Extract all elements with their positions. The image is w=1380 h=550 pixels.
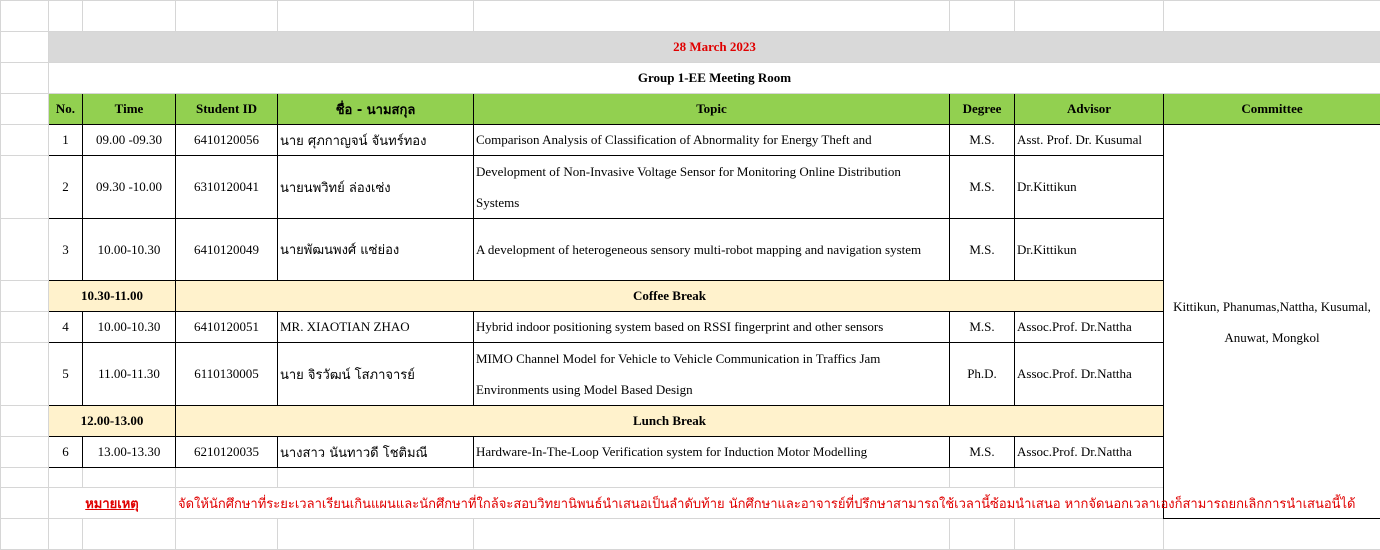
cell[interactable] [1,488,49,519]
row-time[interactable]: 09.30 -10.00 [83,156,176,219]
row-no[interactable]: 1 [49,125,83,156]
row-degree[interactable]: M.S. [950,125,1015,156]
cell[interactable] [49,1,83,32]
row-name[interactable]: นาย ศุภกาญจน์ จันทร์ทอง [278,125,474,156]
row-student-id[interactable]: 6410120049 [176,219,278,281]
coffee-break-time[interactable]: 10.30-11.00 [49,281,176,312]
cell[interactable] [1,32,49,63]
row-time[interactable]: 10.00-10.30 [83,312,176,343]
note-row [1,488,1380,519]
cell[interactable] [474,1,950,32]
row-name[interactable]: นายพัฒนพงศ์ แซ่ย่อง [278,219,474,281]
cell[interactable] [1,156,49,219]
row-student-id[interactable]: 6410120056 [176,125,278,156]
cell[interactable] [1,437,49,468]
cell[interactable] [83,468,176,488]
cell[interactable] [1,219,49,281]
row-name[interactable]: MR. XIAOTIAN ZHAO [278,312,474,343]
row-time[interactable]: 10.00-10.30 [83,219,176,281]
date-title[interactable]: 28 March 2023 [49,32,1380,63]
room-row [1,63,1380,94]
row-name[interactable]: นางสาว นันทาวดี โชติมณี [278,437,474,468]
row-advisor[interactable]: Assoc.Prof. Dr.Nattha [1015,312,1164,343]
cell[interactable] [1,468,49,488]
cell[interactable] [1015,468,1164,488]
row-student-id[interactable]: 6210120035 [176,437,278,468]
row-no[interactable]: 6 [49,437,83,468]
row-no[interactable]: 2 [49,156,83,219]
cell[interactable] [83,1,176,32]
coffee-break-label[interactable]: Coffee Break [176,281,1164,312]
cell[interactable] [278,519,474,550]
row-time[interactable]: 11.00-11.30 [83,343,176,406]
row-advisor[interactable]: Dr.Kittikun [1015,156,1164,219]
cell[interactable] [1,312,49,343]
lunch-break-label[interactable]: Lunch Break [176,406,1164,437]
lunch-break-time[interactable]: 12.00-13.00 [49,406,176,437]
row-degree[interactable]: M.S. [950,219,1015,281]
cell[interactable] [1,343,49,406]
row-topic[interactable]: Hybrid indoor positioning system based on RSSI fingerprint and other sensors [474,312,950,343]
header-advisor[interactable]: Advisor [1015,94,1164,125]
cell[interactable] [474,468,950,488]
cell[interactable] [1,125,49,156]
note-text[interactable]: จัดให้นักศึกษาที่ระยะเวลาเรียนเกินแผนและนักศึกษาที่ใกล้จะสอบวิทยานิพนธ์นำเสนอเป็นลำดับท้าย นักศึกษาและอาจารย์ที่ปรึกษาสามารถใช้เวลานี้ซ้อมนำเสนอ หากจัดนอกเวลาเองก็สามารถยกเลิกการนำเสนอนี้ได้ [176,488,1380,519]
row-degree[interactable]: M.S. [950,312,1015,343]
row-time[interactable]: 13.00-13.30 [83,437,176,468]
cell[interactable] [278,1,474,32]
date-row [1,32,1380,63]
cell[interactable] [49,519,83,550]
cell[interactable] [1,94,49,125]
cell[interactable] [176,519,278,550]
cell[interactable] [49,468,83,488]
cell[interactable] [1015,1,1164,32]
row-topic[interactable]: Development of Non-Invasive Voltage Sensor for Monitoring Online Distribution Systems [474,156,950,219]
row-advisor[interactable]: Dr.Kittikun [1015,219,1164,281]
cell[interactable] [1,406,49,437]
header-student-id[interactable]: Student ID [176,94,278,125]
header-row [1,94,1380,125]
row-student-id[interactable]: 6110130005 [176,343,278,406]
header-committee[interactable]: Committee [1164,94,1380,125]
header-no[interactable]: No. [49,94,83,125]
cell[interactable] [83,519,176,550]
cell[interactable] [1,519,49,550]
committee-cell[interactable]: Kittikun, Phanumas,Nattha, Kusumal, Anuwat, Mongkol [1164,125,1380,519]
cell[interactable] [176,1,278,32]
cell[interactable] [1,281,49,312]
header-degree[interactable]: Degree [950,94,1015,125]
note-label[interactable]: หมายเหตุ [49,488,176,519]
cell[interactable] [950,468,1015,488]
row-name[interactable]: นายนพวิทย์ ล่องเซ่ง [278,156,474,219]
room-title[interactable]: Group 1-EE Meeting Room [49,63,1380,94]
row-advisor[interactable]: Asst. Prof. Dr. Kusumal [1015,125,1164,156]
row-degree[interactable]: Ph.D. [950,343,1015,406]
cell[interactable] [1,63,49,94]
cell[interactable] [278,468,474,488]
row-time[interactable]: 09.00 -09.30 [83,125,176,156]
row-degree[interactable]: M.S. [950,156,1015,219]
row-advisor[interactable]: Assoc.Prof. Dr.Nattha [1015,437,1164,468]
cell[interactable] [1015,519,1164,550]
row-student-id[interactable]: 6410120051 [176,312,278,343]
row-name[interactable]: นาย จิรวัฒน์ โสภาจารย์ [278,343,474,406]
row-no[interactable]: 3 [49,219,83,281]
cell[interactable] [474,519,950,550]
table-row [1,125,1380,156]
sheet-row-empty-top [1,1,1380,32]
row-no[interactable]: 5 [49,343,83,406]
cell[interactable] [1164,519,1380,550]
row-topic[interactable]: MIMO Channel Model for Vehicle to Vehicle Communication in Traffics Jam Environments using Model Based Design [474,343,950,406]
row-student-id[interactable]: 6310120041 [176,156,278,219]
cell[interactable] [950,1,1015,32]
cell[interactable] [176,468,278,488]
cell[interactable] [1164,1,1380,32]
cell[interactable] [1,1,49,32]
header-time[interactable]: Time [83,94,176,125]
row-topic[interactable]: A development of heterogeneous sensory multi-robot mapping and navigation system [474,219,950,281]
cell[interactable] [950,519,1015,550]
row-advisor[interactable]: Assoc.Prof. Dr.Nattha [1015,343,1164,406]
header-topic[interactable]: Topic [474,94,950,125]
header-name[interactable]: ชื่อ - นามสกุล [278,94,474,125]
sheet-row-empty-bottom [1,519,1380,550]
row-degree[interactable]: M.S. [950,437,1015,468]
row-topic[interactable]: Comparison Analysis of Classification of Abnormality for Energy Theft and [474,125,950,156]
row-topic[interactable]: Hardware-In-The-Loop Verification system for Induction Motor Modelling [474,437,950,468]
row-no[interactable]: 4 [49,312,83,343]
